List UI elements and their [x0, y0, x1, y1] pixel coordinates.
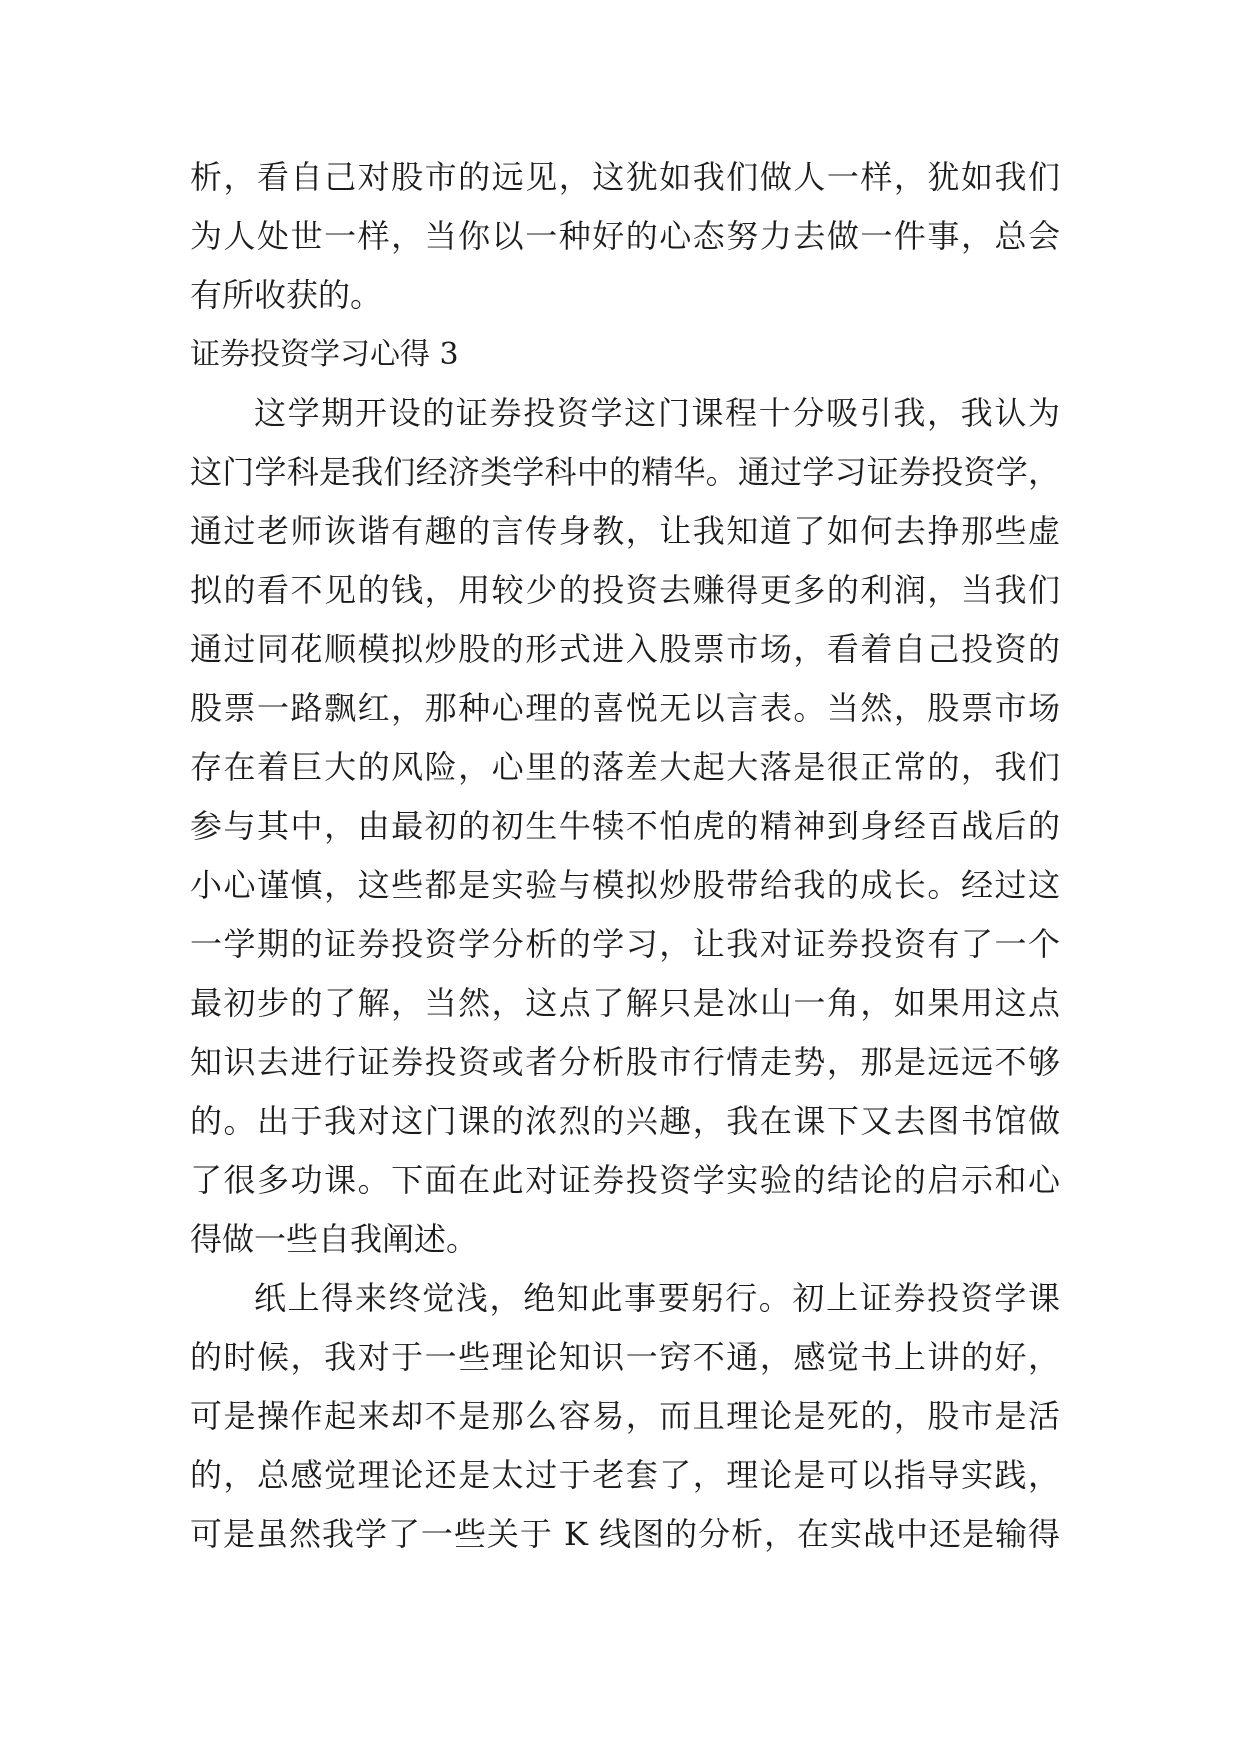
- text-line: 的，总感觉理论还是太过于老套了，理论是可以指导实践，: [190, 1456, 1060, 1494]
- text-line: 这门学科是我们经济类学科中的精华。通过学习证券投资学，: [190, 453, 1060, 491]
- text-line: 了很多功课。下面在此对证券投资学实验的结论的启示和心: [190, 1161, 1060, 1199]
- text-line: 的时候，我对于一些理论知识一窍不通，感觉书上讲的好，: [190, 1338, 1060, 1376]
- text-line: 析，看自己对股市的远见，这犹如我们做人一样，犹如我们: [190, 158, 1060, 196]
- text-line: 通过老师诙谐有趣的言传身教，让我知道了如何去挣那些虚: [190, 512, 1060, 550]
- text-line: 存在着巨大的风险，心里的落差大起大落是很正常的，我们: [190, 748, 1060, 786]
- body-text: [190, 148, 1060, 1564]
- text-line: 可是虽然我学了一些关于 K 线图的分析，在实战中还是输得: [190, 1515, 1060, 1553]
- text-line: 得做一些自我阐述。: [190, 1220, 479, 1258]
- text-line: 一学期的证券投资学分析的学习，让我对证券投资有了一个: [190, 925, 1060, 963]
- text-line: 为人处世一样，当你以一种好的心态努力去做一件事，总会: [190, 217, 1060, 255]
- text-line: 可是操作起来却不是那么容易，而且理论是死的，股市是活: [190, 1397, 1060, 1435]
- section-heading: 证券投资学习心得 3: [190, 337, 459, 372]
- text-line: 参与其中，由最初的初生牛犊不怕虎的精神到身经百战后的: [190, 807, 1060, 845]
- text-line: 的。出于我对这门课的浓烈的兴趣，我在课下又去图书馆做: [190, 1102, 1060, 1140]
- text-line: 小心谨慎，这些都是实验与模拟炒股带给我的成长。经过这: [190, 866, 1060, 904]
- text-line: 这学期开设的证券投资学这门课程十分吸引我，我认为: [254, 394, 1060, 432]
- text-line: 最初步的了解，当然，这点了解只是冰山一角，如果用这点: [190, 984, 1060, 1022]
- text-line: 通过同花顺模拟炒股的形式进入股票市场，看着自己投资的: [190, 630, 1060, 668]
- text-line: 纸上得来终觉浅，绝知此事要躬行。初上证券投资学课: [254, 1279, 1060, 1317]
- text-line: 有所收获的。: [190, 276, 383, 314]
- text-line: 拟的看不见的钱，用较少的投资去赚得更多的利润，当我们: [190, 571, 1060, 609]
- text-line: 股票一路飘红，那种心理的喜悦无以言表。当然，股票市场: [190, 689, 1060, 727]
- text-line: 知识去进行证券投资或者分析股市行情走势，那是远远不够: [190, 1043, 1060, 1081]
